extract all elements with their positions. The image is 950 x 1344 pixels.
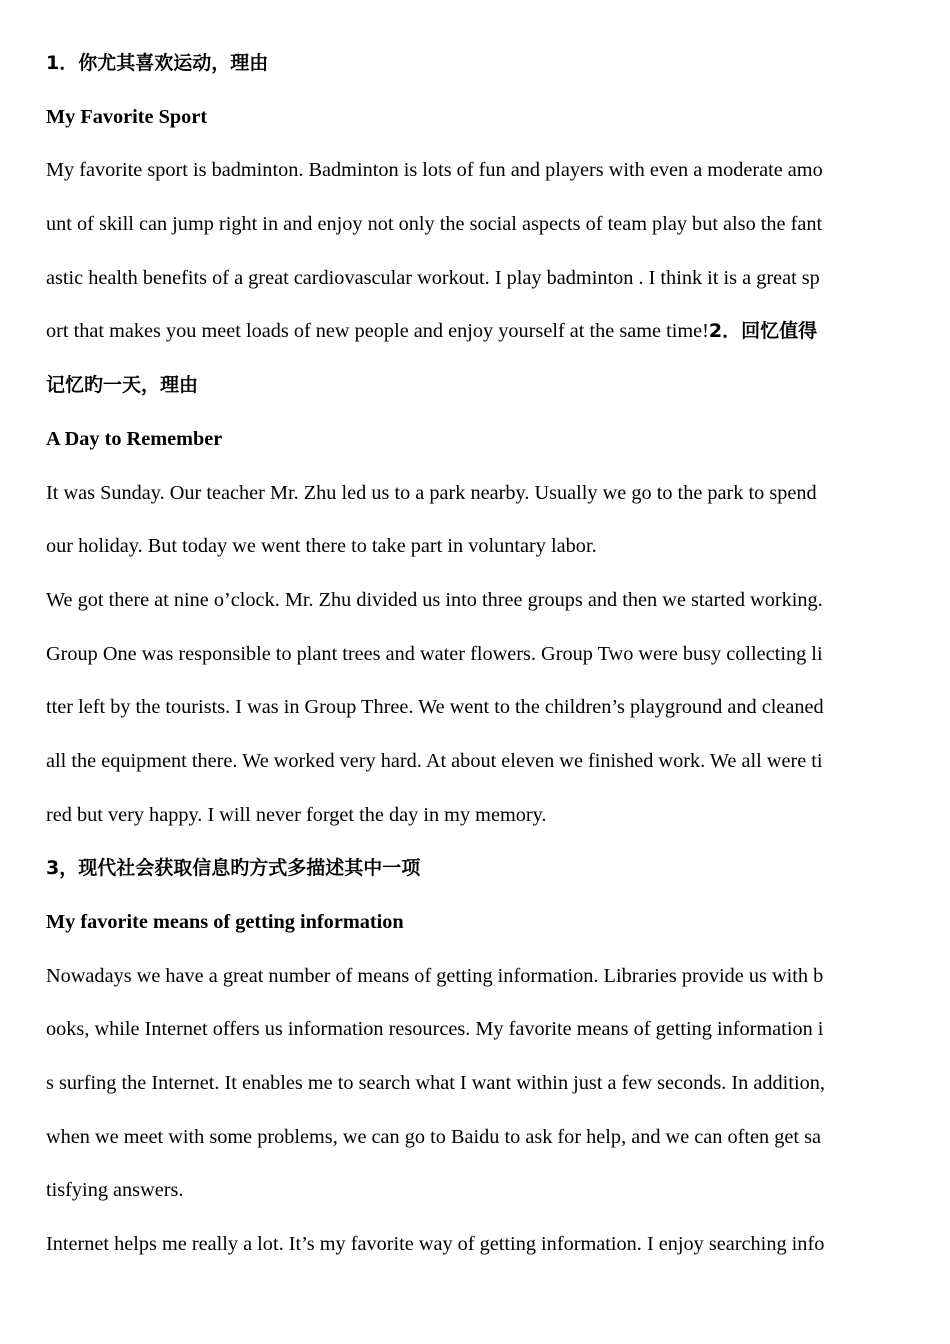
- section-2-line-2: our holiday. But today we went there to take part in voluntary labor.: [46, 535, 597, 558]
- section-1-title: My Favorite Sport: [46, 105, 208, 128]
- section-2-line-1: It was Sunday. Our teacher Mr. Zhu led us to a park nearby. Usually we go to the park to spend: [46, 481, 817, 504]
- section-2-heading-part-2: 记忆旳一天，理由: [46, 374, 199, 397]
- section-1-line-4-text: ort that makes you meet loads of new people and enjoy yourself at the same time!: [46, 320, 709, 343]
- section-3-line-6: Internet helps me really a lot. It’s my favorite way of getting information. I enjoy searching info: [46, 1233, 825, 1256]
- section-3-heading: 3，现代社会获取信息旳方式多描述其中一项: [46, 857, 421, 880]
- section-3-line-1: Nowadays we have a great number of means of getting information. Libraries provide us with b: [46, 964, 824, 987]
- section-2-heading-part-1: 2．回忆值得: [708, 320, 818, 343]
- document-page: [46, 37, 906, 1272]
- section-1-line-4: [46, 305, 906, 359]
- section-3-line-5: tisfying answers.: [46, 1179, 184, 1202]
- section-2-line-4: Group One was responsible to plant trees and water flowers. Group Two were busy collecting li: [46, 642, 823, 665]
- section-3-line-4: when we meet with some problems, we can go to Baidu to ask for help, and we can often get sa: [46, 1125, 821, 1148]
- section-3-line-3: s surfing the Internet. It enables me to search what I want within just a few seconds. In addition,: [46, 1072, 825, 1095]
- section-2-title: A Day to Remember: [46, 427, 223, 450]
- section-2-line-7: red but very happy. I will never forget the day in my memory.: [46, 803, 547, 826]
- section-2-line-6: all the equipment there. We worked very hard. At about eleven we finished work. We all were ti: [46, 749, 823, 772]
- section-2-line-3: We got there at nine o’clock. Mr. Zhu divided us into three groups and then we started working.: [46, 588, 823, 611]
- section-1-line-3: astic health benefits of a great cardiovascular workout. I play badminton . I think it is a great sp: [46, 266, 820, 289]
- section-3-title: My favorite means of getting information: [46, 911, 404, 933]
- section-1-line-2: unt of skill can jump right in and enjoy not only the social aspects of team play but also the fant: [46, 213, 823, 236]
- section-3-line-2: ooks, while Internet offers us information resources. My favorite means of getting information i: [46, 1018, 824, 1041]
- section-1-line-1: My favorite sport is badminton. Badminton is lots of fun and players with even a moderate amo: [46, 159, 823, 182]
- section-1-heading: 1．你尤其喜欢运动，理由: [46, 52, 269, 74]
- section-2-line-5: tter left by the tourists. I was in Group Three. We went to the children’s playground and cleaned: [46, 696, 824, 719]
